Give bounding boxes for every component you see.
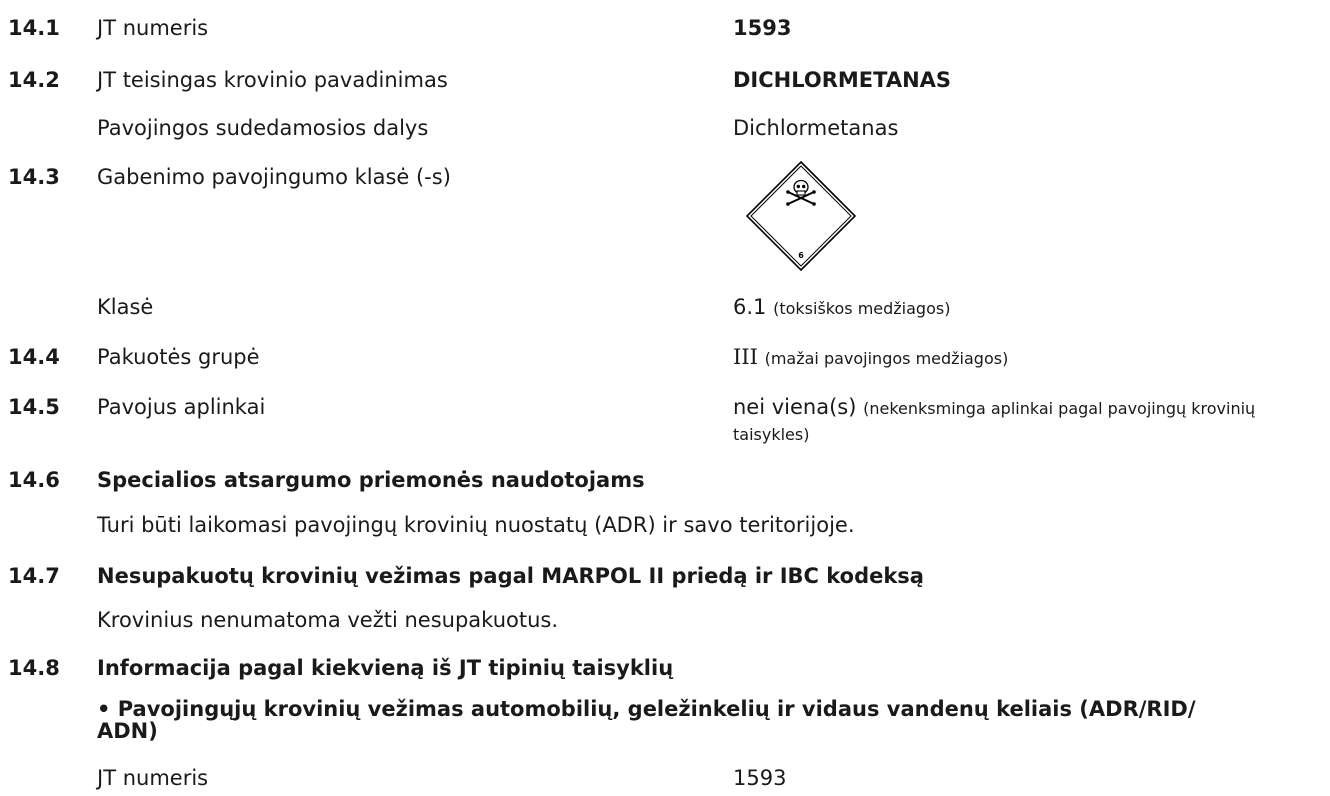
section-number: 14.2 — [8, 68, 60, 92]
un-number-label: JT numeris — [97, 766, 209, 790]
un-number-value: 1593 — [733, 16, 792, 40]
transport-mode-heading: • Pavojingųjų krovinių vežimas automobilių, geležinkelių ir vidaus vandenų keliais (ADR/RID/ ADN) — [97, 697, 1196, 743]
section-title: Nesupakuotų krovinių vežimas pagal MARPOL II priedą ir IBC kodeksą — [97, 564, 924, 588]
un-number-value: 1593 — [733, 766, 787, 790]
class-label: Klasė — [97, 295, 154, 319]
section-number: 14.4 — [8, 345, 60, 369]
toxic-skull-crossbones-icon — [745, 160, 857, 272]
environmental-hazard-value: nei viena(s) (nekenksminga aplinkai pagal pavojingų krovinių taisykles) — [733, 395, 1256, 444]
section-number: 14.1 — [8, 16, 60, 40]
section-text: Turi būti laikomasi pavojingų krovinių nuostatų (ADR) ir savo teritorijoje. — [97, 513, 855, 537]
section-title: Informacija pagal kiekvieną iš JT tipinių taisyklių — [97, 656, 674, 680]
hazardous-components-label: Pavojingos sudedamosios dalys — [97, 116, 429, 140]
packing-group-value: III (mažai pavojingos medžiagos) — [733, 345, 1009, 369]
environmental-hazard-label: Pavojus aplinkai — [97, 395, 266, 419]
shipping-name-label: JT teisingas krovinio pavadinimas — [97, 68, 448, 92]
section-title: Specialios atsargumo priemonės naudotojams — [97, 468, 645, 492]
section-number: 14.7 — [8, 564, 60, 588]
hazard-class-number: 6 — [798, 251, 804, 260]
section-number: 14.8 — [8, 656, 60, 680]
section-number: 14.3 — [8, 165, 60, 189]
un-number-label: JT numeris — [97, 16, 209, 40]
shipping-name-value: DICHLORMETANAS — [733, 68, 952, 92]
class-value: 6.1 (toksiškos medžiagos) — [733, 295, 951, 319]
section-number: 14.5 — [8, 395, 60, 419]
packing-group-label: Pakuotės grupė — [97, 345, 260, 369]
hazardous-components-value: Dichlormetanas — [733, 116, 899, 140]
transport-class-label: Gabenimo pavojingumo klasė (-s) — [97, 165, 451, 189]
section-text: Krovinius nenumatoma vežti nesupakuotus. — [97, 608, 559, 632]
section-number: 14.6 — [8, 468, 60, 492]
